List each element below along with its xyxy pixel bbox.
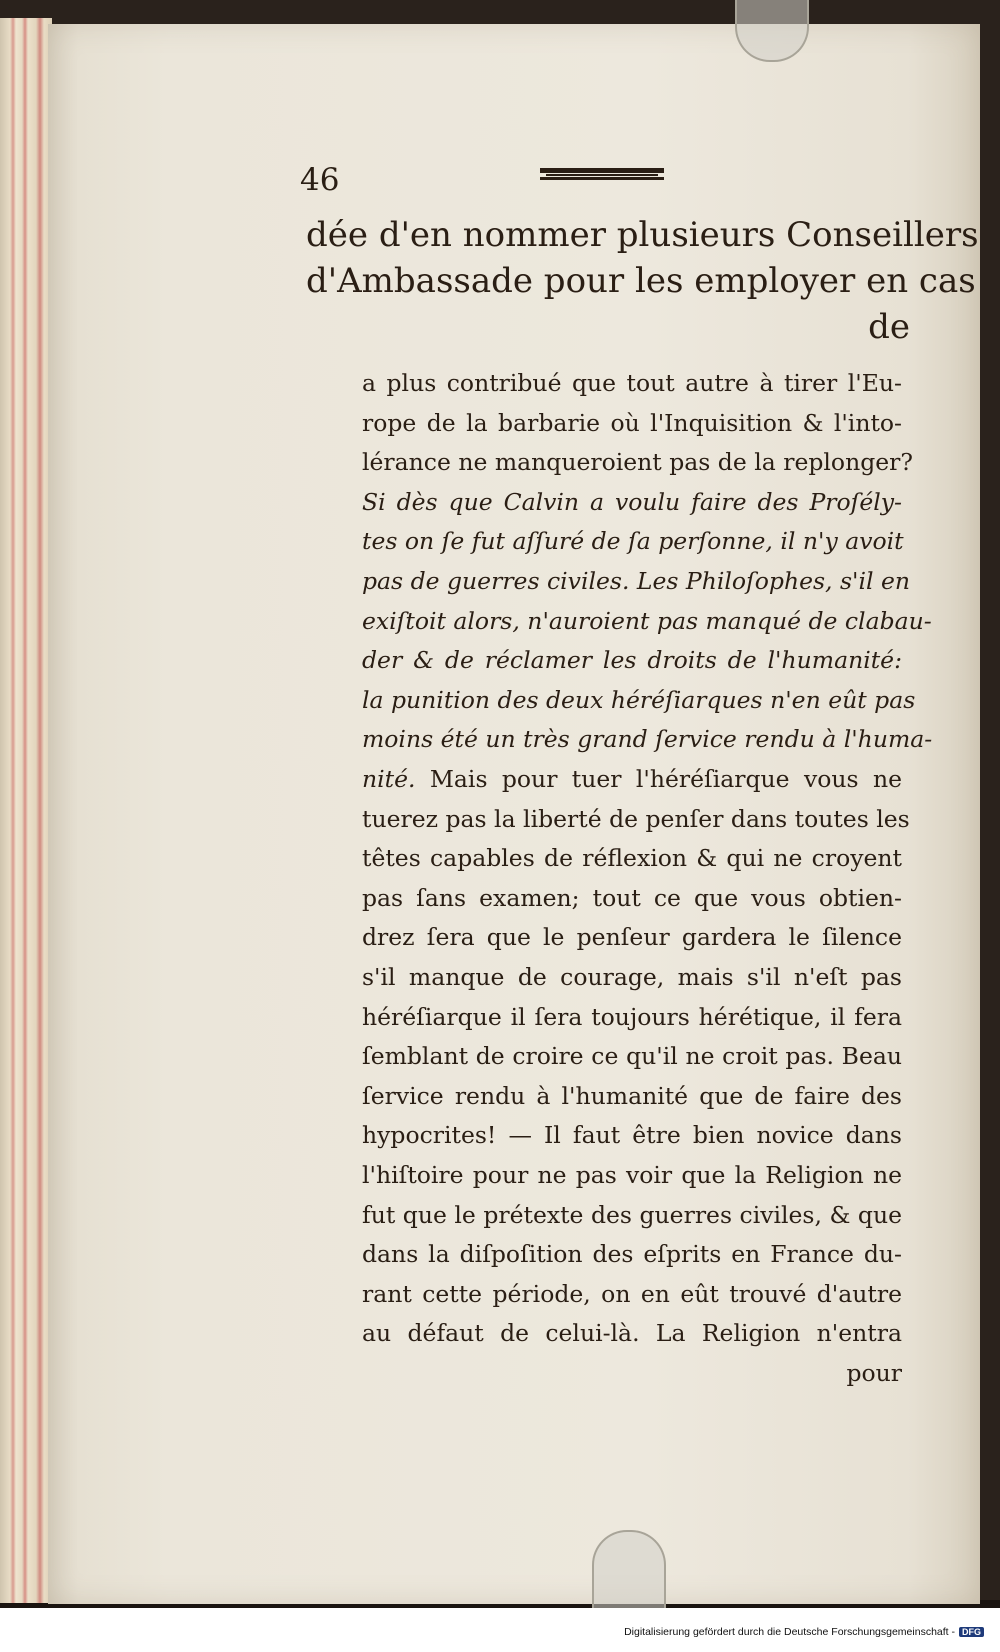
body-line: rope de la barbarie où l'Inquisition & l'into- [362, 408, 902, 437]
body-line: pour [846, 1359, 902, 1387]
body-line: l'hiſtoire pour ne pas voir que la Religion ne [362, 1161, 902, 1189]
footer-bar [0, 1608, 1000, 1652]
body-line: a plus contribué que tout autre à tirer l'Eu- [362, 369, 902, 397]
body-line: moins été un très grand ſervice rendu à l'huma- [362, 725, 933, 754]
body-line: pas ſans examen; tout ce que vous obtien- [362, 883, 902, 912]
body-line: têtes capables de réflexion & qui ne croyent [362, 844, 902, 873]
body-line: pas de guerres civiles. Les Philoſophes, s'il en [362, 567, 911, 595]
body-line: tes on ſe fut aſſuré de ſa perſonne, il n'y avoit [362, 527, 904, 556]
body-line: dans la diſpoſition des eſprits en France du- [362, 1240, 902, 1269]
body-line: s'il manque de courage, mais s'il n'eſt pas [362, 963, 902, 991]
body-line: rant cette période, on en eût trouvé d'autre [362, 1279, 902, 1308]
header-line: dée d'en nommer plusieurs Conseillers [306, 215, 979, 255]
book-page-edges [0, 18, 52, 1603]
body-line: fut que le prétexte des guerres civiles, & que [362, 1200, 902, 1229]
header-ornament [540, 168, 664, 180]
body-line: ſemblant de croire ce qu'il ne croit pas. Beau [362, 1042, 902, 1071]
body-line: au défaut de celui-là. La Religion n'entra [362, 1319, 902, 1348]
body-line: Si dès que Calvin a voulu faire des Proſély- [362, 487, 902, 516]
body-line [362, 760, 902, 800]
footer-credit-text: Digitalisierung gefördert durch die Deutsche Forschungsgemeinschaft - [624, 1626, 955, 1638]
dfg-logo: DFG [959, 1627, 984, 1637]
body-line: héréſiarque il ſera toujours hérétique, il fera [362, 1002, 902, 1031]
page-number: 46 [300, 162, 340, 198]
body-line: tuerez pas la liberté de penſer dans toutes les [362, 804, 910, 833]
header-line: de [868, 307, 910, 347]
body-line: der & de réclamer les droits de l'humanité: [362, 646, 902, 675]
body-line: exiſtoit alors, n'auroient pas manqué de clabau- [362, 606, 932, 635]
body-line-italic-part: nité. [362, 765, 416, 793]
body-line-roman-part: Mais pour tuer l'héréſiarque vous ne [415, 765, 902, 793]
body-line: drez ſera que le penſeur gardera le ſilence [362, 923, 902, 952]
body-line: ſervice rendu à l'humanité que de faire des [362, 1081, 902, 1110]
footer-credit [624, 1626, 984, 1638]
header-line: d'Ambassade pour les employer en cas [306, 261, 976, 301]
body-line: hypocrites! — Il faut être bien novice dans [362, 1121, 902, 1150]
page-clip-bottom [592, 1530, 666, 1612]
body-line: lérance ne manqueroient pas de la replonger? [362, 448, 913, 477]
body-line: la punition des deux héréſiarques n'en eût pas [362, 685, 916, 714]
